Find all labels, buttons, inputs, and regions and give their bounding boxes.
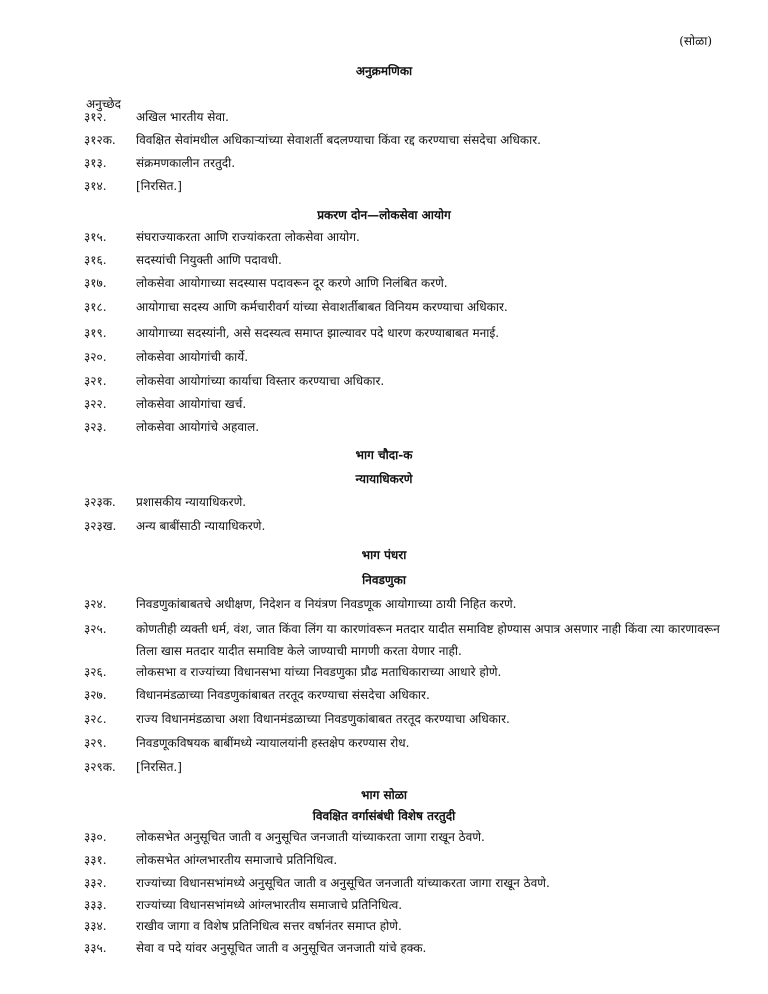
article-number: ३३३. — [84, 898, 107, 912]
article-entry — [84, 152, 734, 174]
article-entry — [84, 226, 734, 248]
article-title: आयोगाचा सदस्य आणि कर्मचारीवर्ग यांच्या सेवाशर्तीबाबत विनियम करण्याचा अधिकार. — [136, 300, 508, 314]
article-title: विवक्षित सेवांमधील अधिकाऱ्यांच्या सेवाशर्ती बदलण्याचा किंवा रद्द करण्याचा संसदेचा अधिकार. — [136, 133, 541, 147]
part-heading: भाग सोळा — [361, 788, 407, 802]
article-number: ३३२. — [84, 876, 107, 890]
article-number: ३३१. — [84, 853, 107, 867]
article-title: निवडणूकविषयक बाबींमध्ये न्यायालयांनी हस्तक्षेप करण्यास रोध. — [136, 736, 410, 750]
article-number: ३२३क. — [84, 495, 116, 509]
article-entry — [84, 296, 734, 318]
page-number: (सोळा) — [679, 34, 712, 48]
part-subheading: विवक्षित वर्गासंबंधी विशेष तरतुदी — [312, 809, 456, 823]
article-title: लोकसभा व राज्यांच्या विधानसभा यांच्या निवडणुका प्रौढ मताधिकाराच्या आधारे होणे. — [136, 665, 502, 679]
article-number: ३१६. — [84, 253, 107, 267]
article-number: ३२४. — [84, 597, 107, 611]
part-subheading: न्यायाधिकरणे — [355, 472, 413, 486]
article-number: ३२७. — [84, 688, 107, 702]
article-number: ३१९. — [84, 326, 107, 340]
article-number: ३२३. — [84, 420, 107, 434]
article-number: ३३५. — [84, 941, 107, 955]
article-entry — [84, 826, 734, 848]
article-title: लोकसेवा आयोगांची कार्ये. — [136, 350, 249, 364]
article-entry — [84, 708, 734, 730]
part-heading: भाग पंधरा — [361, 548, 407, 562]
article-title: [निरसित.] — [136, 760, 182, 774]
article-entry — [84, 416, 734, 438]
article-title: अखिल भारतीय सेवा. — [136, 110, 229, 124]
article-number: ३१७. — [84, 276, 107, 290]
article-title: संघराज्याकरता आणि राज्यांकरता लोकसेवा आयोग. — [136, 230, 360, 244]
article-number: ३१३. — [84, 156, 107, 170]
article-number: ३२९क. — [84, 760, 116, 774]
article-entry — [84, 129, 734, 151]
article-number: ३१२क. — [84, 133, 116, 147]
article-title: राखीव जागा व विशेष प्रतिनिधित्व सत्तर वर्षानंतर समाप्त होणे. — [136, 919, 402, 933]
article-entry — [84, 732, 734, 754]
article-entry — [84, 370, 734, 392]
article-title: लोकसभेत आंग्लभारतीय समाजाचे प्रतिनिधित्व. — [136, 853, 338, 867]
article-number: ३२१. — [84, 374, 107, 388]
article-title: प्रशासकीय न्यायाधिकरणे. — [136, 495, 247, 509]
article-title: निवडणुकांबाबतचे अधीक्षण, निदेशन व नियंत्रण निवडणूक आयोगाच्या ठायी निहित करणे. — [136, 597, 517, 611]
chapter-heading: प्रकरण दोन—लोकसेवा आयोग — [317, 208, 451, 222]
article-entry — [84, 849, 734, 871]
article-title: विधानमंडळाच्या निवडणुकांबाबत तरतूद करण्याचा संसदेचा अधिकार. — [136, 688, 430, 702]
article-entry — [84, 593, 734, 615]
article-entry — [84, 618, 734, 662]
article-title: अन्य बाबींसाठी न्यायाधिकरणे. — [136, 519, 266, 533]
article-title: लोकसेवा आयोगाच्या सदस्यास पदावरून दूर करणे आणि निलंबित करणे. — [136, 276, 448, 290]
article-number: ३२५. — [84, 622, 107, 636]
index-heading: अनुक्रमणिका — [355, 64, 413, 78]
article-entry — [84, 937, 734, 959]
article-title: लोकसभेत अनुसूचित जाती व अनुसूचित जनजाती यांच्याकरता जागा राखून ठेवणे. — [136, 830, 485, 844]
article-entry — [84, 894, 734, 916]
article-number: ३१४. — [84, 179, 107, 193]
column-header-article: अनुच्छेद — [86, 97, 122, 111]
article-title: सदस्यांची नियुक्ती आणि पदावधी. — [136, 253, 282, 267]
article-title: राज्यांच्या विधानसभांमध्ये आंग्लभारतीय समाजाचे प्रतिनिधित्व. — [136, 898, 403, 912]
article-title: सेवा व पदे यांवर अनुसूचित जाती व अनुसूचित जनजाती यांचे हक्क. — [136, 941, 427, 955]
article-entry — [84, 915, 734, 937]
article-number: ३३४. — [84, 919, 107, 933]
article-entry — [84, 515, 734, 537]
article-title: [निरसित.] — [136, 179, 182, 193]
article-entry — [84, 175, 734, 197]
article-entry — [84, 872, 734, 894]
article-number: ३२९. — [84, 736, 107, 750]
article-title: लोकसेवा आयोगांचा खर्च. — [136, 397, 247, 411]
article-number: ३३०. — [84, 830, 107, 844]
article-number: ३१८. — [84, 300, 107, 314]
article-entry — [84, 661, 734, 683]
article-number: ३१५. — [84, 230, 107, 244]
article-title: आयोगाच्या सदस्यांनी, असे सदस्यत्व समाप्त झाल्यावर पदे धारण करण्याबाबत मनाई. — [136, 326, 500, 340]
article-title: लोकसेवा आयोगांच्या कार्याचा विस्तार करण्याचा अधिकार. — [136, 374, 385, 388]
article-entry — [84, 393, 734, 415]
article-entry — [84, 322, 734, 344]
article-entry — [84, 346, 734, 368]
article-entry — [84, 272, 734, 294]
article-title: लोकसेवा आयोगांचे अहवाल. — [136, 420, 260, 434]
article-entry — [84, 249, 734, 271]
article-title: राज्यांच्या विधानसभांमध्ये अनुसूचित जाती व अनुसूचित जनजाती यांच्याकरता जागा राखून ठेवणे. — [136, 876, 550, 890]
article-number: ३२८. — [84, 712, 107, 726]
article-title: कोणतीही व्यक्ती धर्म, वंश, जात किंवा लिंग या कारणांवरून मतदार यादीत समाविष्ट होण्यास अपात्र असणार नाही किंवा त्या कारणावरून तिला खास मतदार यादीत समाविष्ट केले जाण्याची मागणी करता येणार नाही. — [136, 622, 720, 658]
part-heading: भाग चौदा-क — [355, 448, 413, 462]
article-number: ३२६. — [84, 665, 107, 679]
part-subheading: निवडणुका — [362, 573, 406, 587]
article-entry — [84, 756, 734, 778]
article-number: ३२२. — [84, 397, 107, 411]
article-title: संक्रमणकालीन तरतुदी. — [136, 156, 236, 170]
article-number: ३२०. — [84, 350, 107, 364]
article-entry — [84, 684, 734, 706]
article-title: राज्य विधानमंडळाचा अशा विधानमंडळाच्या निवडणुकांबाबत तरतूद करण्याचा अधिकार. — [136, 712, 510, 726]
article-entry — [84, 491, 734, 513]
article-entry — [84, 106, 734, 128]
article-number: ३१२. — [84, 110, 107, 124]
article-number: ३२३ख. — [84, 519, 117, 533]
